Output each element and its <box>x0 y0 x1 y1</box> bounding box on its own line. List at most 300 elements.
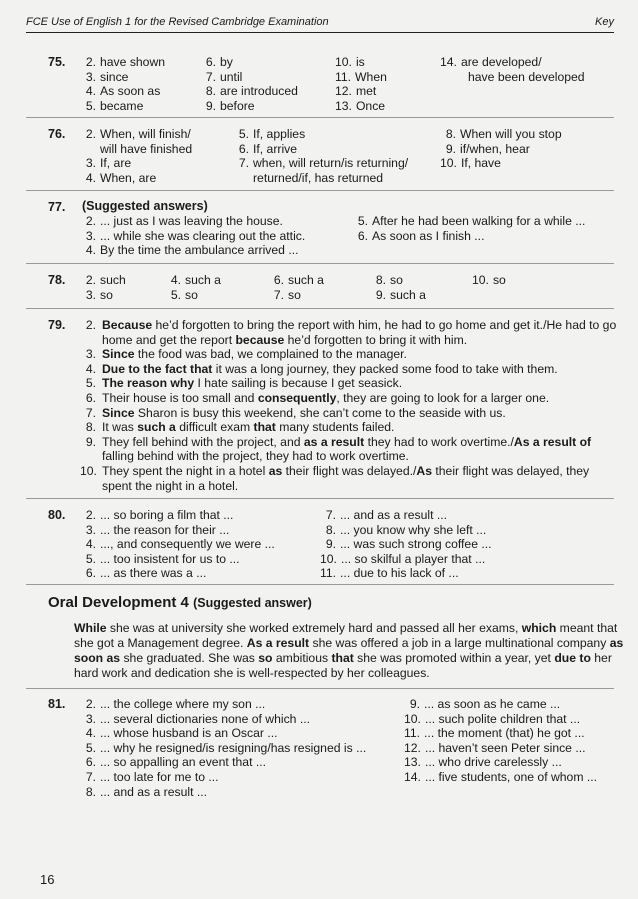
answer-item <box>440 142 530 157</box>
item-number: 11. <box>320 566 337 581</box>
answer <box>320 508 447 522</box>
bold-phrase: due to <box>554 651 591 665</box>
exercise-number: 81. <box>48 697 66 711</box>
running-header <box>26 12 614 33</box>
item-number: 2. <box>85 508 96 522</box>
answer <box>80 243 298 257</box>
answer-item <box>352 229 484 244</box>
answer <box>440 156 501 170</box>
item-text: are developed/ <box>460 55 542 69</box>
item-number: 8. <box>205 84 216 99</box>
item-text: ... just as I was leaving the house. <box>100 214 283 228</box>
item-text: is <box>355 55 365 69</box>
exercise-number: 75. <box>48 55 66 69</box>
answer-item <box>80 243 298 258</box>
item-text: ... so skilful a player that ... <box>340 551 486 566</box>
answer-item <box>80 55 165 70</box>
item-text <box>102 464 622 493</box>
item-number: 8. <box>375 273 386 287</box>
item-text: ... the moment (that) he got ... <box>424 726 585 741</box>
answer <box>80 156 131 170</box>
text-run: she was at university she worked extremely hard and passed all her exams, <box>106 621 522 635</box>
answer <box>80 273 126 287</box>
item-text: such <box>100 273 126 287</box>
item-number: 9. <box>325 537 336 552</box>
item-number: 12. <box>335 84 352 99</box>
text-line <box>102 435 622 450</box>
answer <box>80 99 143 113</box>
answer <box>80 229 305 243</box>
text-run: Their house is too small and <box>102 391 258 405</box>
item-number: 4. <box>85 243 96 258</box>
answer-item <box>80 566 206 581</box>
bold-phrase: Since <box>102 405 135 420</box>
answer-item <box>80 142 192 157</box>
item-text: met <box>355 84 377 99</box>
answer-item <box>80 171 156 186</box>
item-text: are introduced <box>220 84 298 99</box>
item-text <box>102 362 622 377</box>
item-text: such a <box>390 287 426 302</box>
bold-phrase: Since <box>102 347 135 362</box>
answer-item <box>320 537 492 552</box>
item-text: when, will return/is returning/ <box>253 156 409 171</box>
text-line <box>102 333 622 348</box>
item-text <box>102 347 622 362</box>
item-number: 10. <box>320 551 337 566</box>
answer <box>268 273 324 287</box>
item-number: 14. <box>404 770 421 784</box>
divider <box>26 688 614 689</box>
answer-item <box>440 55 542 70</box>
answer <box>320 566 459 580</box>
text-line <box>102 406 622 421</box>
item-number: 6. <box>85 566 96 581</box>
item-text: so <box>100 287 113 302</box>
item-text: If, have <box>460 156 501 171</box>
answer <box>352 214 585 228</box>
item-number: 3. <box>85 228 96 243</box>
answer <box>80 127 191 141</box>
exercise-number: 76. <box>48 127 66 141</box>
answer-item <box>80 156 131 171</box>
item-number: 12. <box>404 740 421 755</box>
item-number: 2. <box>85 273 96 287</box>
item-text: ... so appalling an event that ... <box>100 755 266 770</box>
item-number: 3. <box>85 711 96 726</box>
bold-phrase: The reason why <box>102 376 195 391</box>
text-run: it was a long journey, they packed some food to take with them. <box>212 361 558 376</box>
item-text: so <box>492 273 506 287</box>
item-number: 5. <box>85 551 96 566</box>
item-text: As soon as <box>100 84 161 99</box>
answer <box>80 55 165 69</box>
item-text: As soon as I finish ... <box>372 228 485 243</box>
item-text: When, are <box>100 170 157 185</box>
item-text <box>102 406 622 421</box>
item-text: ... as soon as he came ... <box>424 697 561 711</box>
item-number: 2. <box>85 55 96 69</box>
item-number: 3. <box>85 347 96 362</box>
answer-item <box>80 214 283 229</box>
answer <box>80 537 275 551</box>
item-number: 8. <box>445 127 456 141</box>
answer <box>233 142 297 156</box>
section-heading-title: Oral Development 4 <box>48 594 189 611</box>
text-line <box>102 449 622 464</box>
answer-item <box>80 785 207 800</box>
text-run: their flight was delayed, they <box>431 464 590 478</box>
answer-item <box>335 84 376 99</box>
answer-item <box>440 156 501 171</box>
text-run: spent the night in a hotel. <box>102 478 239 493</box>
answer <box>200 70 242 84</box>
bold-phrase: As <box>416 464 432 478</box>
item-text: When will you stop <box>460 127 562 141</box>
answer-item <box>80 552 240 567</box>
item-number: 7. <box>205 69 216 84</box>
item-number: 5. <box>238 127 249 141</box>
answer <box>233 171 383 185</box>
answer-item <box>80 273 126 288</box>
item-number: 8. <box>85 784 96 799</box>
item-number: 8. <box>325 522 336 537</box>
text-run: falling behind with the project, they had to work overtime. <box>102 449 409 464</box>
item-text: by <box>220 55 233 69</box>
item-number: 3. <box>85 156 96 171</box>
item-number: 13. <box>335 98 352 113</box>
item-text: If, arrive <box>253 141 298 156</box>
text-run: Sharon is busy this weekend, she can’t come to the seaside with us. <box>134 405 506 420</box>
answer <box>335 55 365 69</box>
text-line <box>102 479 622 494</box>
answer-item <box>404 697 560 712</box>
answer <box>200 84 298 98</box>
item-text: ... whose husband is an Oscar ... <box>100 726 278 741</box>
bold-phrase: so <box>258 651 273 665</box>
answer <box>370 288 426 302</box>
text-run: I hate sailing is because I get seasick. <box>194 376 403 391</box>
item-number: 6. <box>205 55 216 69</box>
item-number: 7. <box>273 287 284 302</box>
answer-item <box>80 84 160 99</box>
item-number: 10. <box>80 464 97 478</box>
text-line <box>102 464 622 479</box>
item-number: 7. <box>325 508 336 522</box>
answer <box>335 99 385 113</box>
item-number: 13. <box>404 755 421 770</box>
divider <box>26 584 614 585</box>
item-number: 8. <box>85 420 96 435</box>
book-title: FCE Use of English 1 for the Revised Cambridge Examination <box>26 16 329 28</box>
item-number: 9. <box>445 141 456 156</box>
text-run: difficult exam <box>175 420 254 435</box>
item-number: 9. <box>409 697 420 711</box>
answer <box>80 214 283 228</box>
item-number: 4. <box>85 170 96 185</box>
answer <box>320 552 485 566</box>
text-run: home and get the report <box>102 332 236 347</box>
item-text: When, will finish/ <box>100 127 191 141</box>
divider <box>26 263 614 264</box>
text-run: many students failed. <box>275 420 395 435</box>
answer <box>335 84 376 98</box>
bold-phrase: Due to the fact that <box>102 361 213 376</box>
item-number: 7. <box>85 405 96 420</box>
item-number: 3. <box>85 287 96 302</box>
answer-item <box>80 712 310 727</box>
answer-item <box>80 229 305 244</box>
answer <box>80 770 219 784</box>
item-text: ... as there was a ... <box>100 566 207 581</box>
item-text: ... the reason for their ... <box>100 522 230 537</box>
text-run: he’d forgotten to bring the report with him, he had to go home and get it./He had to go <box>152 318 617 332</box>
answer <box>80 552 240 566</box>
text-run: It was <box>102 420 138 435</box>
answer-item <box>440 127 562 142</box>
answer <box>80 726 278 740</box>
item-text: ... and as a result ... <box>100 784 208 799</box>
item-text: ... too insistent for us to ... <box>100 551 240 566</box>
answer <box>404 741 586 755</box>
answer-item <box>233 142 297 157</box>
section-label: Key <box>595 16 614 28</box>
item-number: 14. <box>440 55 457 69</box>
answer <box>80 171 156 185</box>
item-number: 4. <box>85 361 96 376</box>
item-text: ... due to his lack of ... <box>340 566 459 581</box>
answer-item <box>80 288 113 303</box>
item-number: 6. <box>85 391 96 405</box>
text-line <box>102 347 622 362</box>
item-number: 2. <box>85 127 96 141</box>
text-line <box>102 362 622 377</box>
text-line <box>102 376 622 391</box>
exercise-number: 79. <box>48 318 66 332</box>
section-heading-subtitle: (Suggested answer) <box>193 596 312 610</box>
item-text: before <box>220 98 255 113</box>
answer <box>335 70 387 84</box>
bold-phrase: consequently <box>257 391 337 405</box>
answer-item <box>80 726 278 741</box>
answer <box>440 55 542 69</box>
answer <box>200 55 233 69</box>
divider <box>26 117 614 118</box>
item-text <box>102 376 622 391</box>
item-text: ... you know why she left ... <box>340 522 487 537</box>
answer <box>80 84 160 98</box>
item-number: 9. <box>85 434 96 449</box>
answer-item <box>80 537 275 552</box>
divider <box>26 190 614 191</box>
item-number: 2. <box>85 697 96 711</box>
answer <box>404 726 585 740</box>
item-text: ... while she was clearing out the attic. <box>100 228 306 243</box>
item-text: so <box>185 287 198 302</box>
item-text: If, applies <box>253 127 306 141</box>
answer <box>370 273 403 287</box>
text-run: she was promoted within a year, yet <box>353 651 555 665</box>
answer-item <box>268 273 324 288</box>
answer-item <box>370 288 426 303</box>
answer-item <box>165 273 221 288</box>
item-text: ... haven’t seen Peter since ... <box>424 740 586 755</box>
answer-item <box>335 55 365 70</box>
answer-item <box>80 697 265 712</box>
page-number: 16 <box>40 872 55 887</box>
exercise-number: 80. <box>48 508 66 522</box>
item-text: have shown <box>100 55 166 69</box>
item-number: 5. <box>85 740 96 755</box>
text-run: , they are going to look for a larger one. <box>336 391 550 405</box>
bold-phrase: While <box>74 621 107 635</box>
answer-item-continued: have been developed <box>468 69 585 84</box>
item-number: 3. <box>85 522 96 537</box>
section-heading <box>48 594 312 611</box>
item-number: 7. <box>85 770 96 784</box>
answer-item <box>80 99 143 114</box>
answer <box>80 70 128 84</box>
text-run: ambitious <box>272 651 332 665</box>
divider <box>26 308 614 309</box>
text-run: she graduated. She was <box>120 651 259 665</box>
text-line <box>102 420 622 435</box>
answer <box>200 99 255 113</box>
item-text <box>102 420 622 435</box>
item-text: so <box>390 273 403 287</box>
answer <box>165 288 198 302</box>
item-number: 6. <box>238 141 249 156</box>
answer <box>80 697 265 711</box>
item-number: 10. <box>440 156 457 171</box>
answer-item <box>352 214 585 229</box>
item-text: ... the college where my son ... <box>100 697 266 711</box>
answer-item <box>404 770 597 785</box>
exercise-subtitle: (Suggested answers) <box>82 199 208 213</box>
item-number: 2. <box>85 318 96 332</box>
item-text: After he had been walking for a while ... <box>372 214 586 228</box>
bold-phrase: that <box>253 420 276 435</box>
item-text: ... so boring a film that ... <box>100 508 234 522</box>
item-number: 5. <box>85 98 96 113</box>
answer-item <box>320 566 459 581</box>
exercise-number: 78. <box>48 273 66 287</box>
bold-phrase: such a <box>137 420 176 435</box>
item-text <box>102 318 622 347</box>
answer <box>472 273 506 287</box>
item-number: 10. <box>404 711 421 726</box>
item-text: so <box>288 287 301 302</box>
answer-item <box>200 70 242 85</box>
answer-item <box>320 523 486 538</box>
item-text: ... too late for me to ... <box>100 770 219 784</box>
answer <box>404 697 560 711</box>
text-run: they had to work overtime./ <box>364 434 514 449</box>
answer-item <box>404 712 580 727</box>
bold-phrase: as soon as <box>74 636 624 665</box>
answer-item <box>80 523 229 538</box>
item-number: 10. <box>335 55 352 69</box>
text-run: their flight was delayed./ <box>282 464 417 478</box>
answer <box>80 566 206 580</box>
text-run: she was offered a job in a large multinational company <box>309 636 610 650</box>
exercise-number: 77. <box>48 200 66 214</box>
item-text: until <box>220 69 243 84</box>
answer-item <box>404 741 586 756</box>
answer <box>233 156 408 170</box>
answer-item <box>80 770 219 785</box>
answer <box>440 127 562 141</box>
answer-item <box>80 127 191 142</box>
answer-item <box>80 508 233 523</box>
answer-item <box>233 156 408 171</box>
text-run: he’d forgotten to bring it with him. <box>284 332 468 347</box>
answer-item <box>200 55 233 70</box>
item-text: ... and as a result ... <box>340 508 448 522</box>
answer-item <box>320 552 485 567</box>
item-text: ... such polite children that ... <box>424 711 581 726</box>
answer <box>80 523 229 537</box>
answer <box>80 755 266 769</box>
answer-item <box>404 726 585 741</box>
item-text: By the time the ambulance arrived ... <box>100 243 299 258</box>
answer-item <box>80 741 366 756</box>
item-text: such a <box>288 273 324 287</box>
item-text: such a <box>185 273 221 287</box>
item-number: 5. <box>85 376 96 391</box>
bold-phrase: because <box>235 332 285 347</box>
answer <box>320 537 492 551</box>
answer-item <box>80 755 266 770</box>
item-text: returned/if, has returned <box>253 170 384 185</box>
answer <box>80 741 366 755</box>
item-text <box>102 435 622 464</box>
item-number: 6. <box>273 273 284 287</box>
bold-phrase: that <box>331 651 354 665</box>
item-number: 7. <box>238 156 249 171</box>
item-text <box>102 391 622 406</box>
item-text: When <box>355 69 387 84</box>
bold-phrase: as a result <box>303 434 365 449</box>
answer <box>320 523 486 537</box>
item-text: since <box>100 69 129 84</box>
answer-item <box>165 288 198 303</box>
item-text: ... several dictionaries none of which ... <box>100 711 311 726</box>
text-run: They fell behind with the project, and <box>102 434 304 449</box>
answer <box>80 288 113 302</box>
answer-item <box>320 508 447 523</box>
bold-phrase: Because <box>102 318 153 332</box>
answer <box>233 127 305 141</box>
item-text: If, are <box>100 156 132 171</box>
answer <box>80 712 310 726</box>
item-number: 2. <box>85 214 96 228</box>
text-line <box>102 318 622 333</box>
answer <box>268 288 301 302</box>
bold-phrase: as <box>268 464 283 478</box>
answer <box>80 142 192 156</box>
answer-item <box>335 70 387 85</box>
answer <box>352 229 484 243</box>
answer-item <box>335 99 385 114</box>
answer-item <box>370 273 403 288</box>
item-text: ... five students, one of whom ... <box>424 770 598 784</box>
text-run: the food was bad, we complained to the manager. <box>134 347 407 362</box>
text-line <box>102 391 622 406</box>
item-text: ... why he resigned/is resigning/has resigned is ... <box>100 740 367 755</box>
answer <box>404 712 580 726</box>
answer-item <box>200 84 298 99</box>
